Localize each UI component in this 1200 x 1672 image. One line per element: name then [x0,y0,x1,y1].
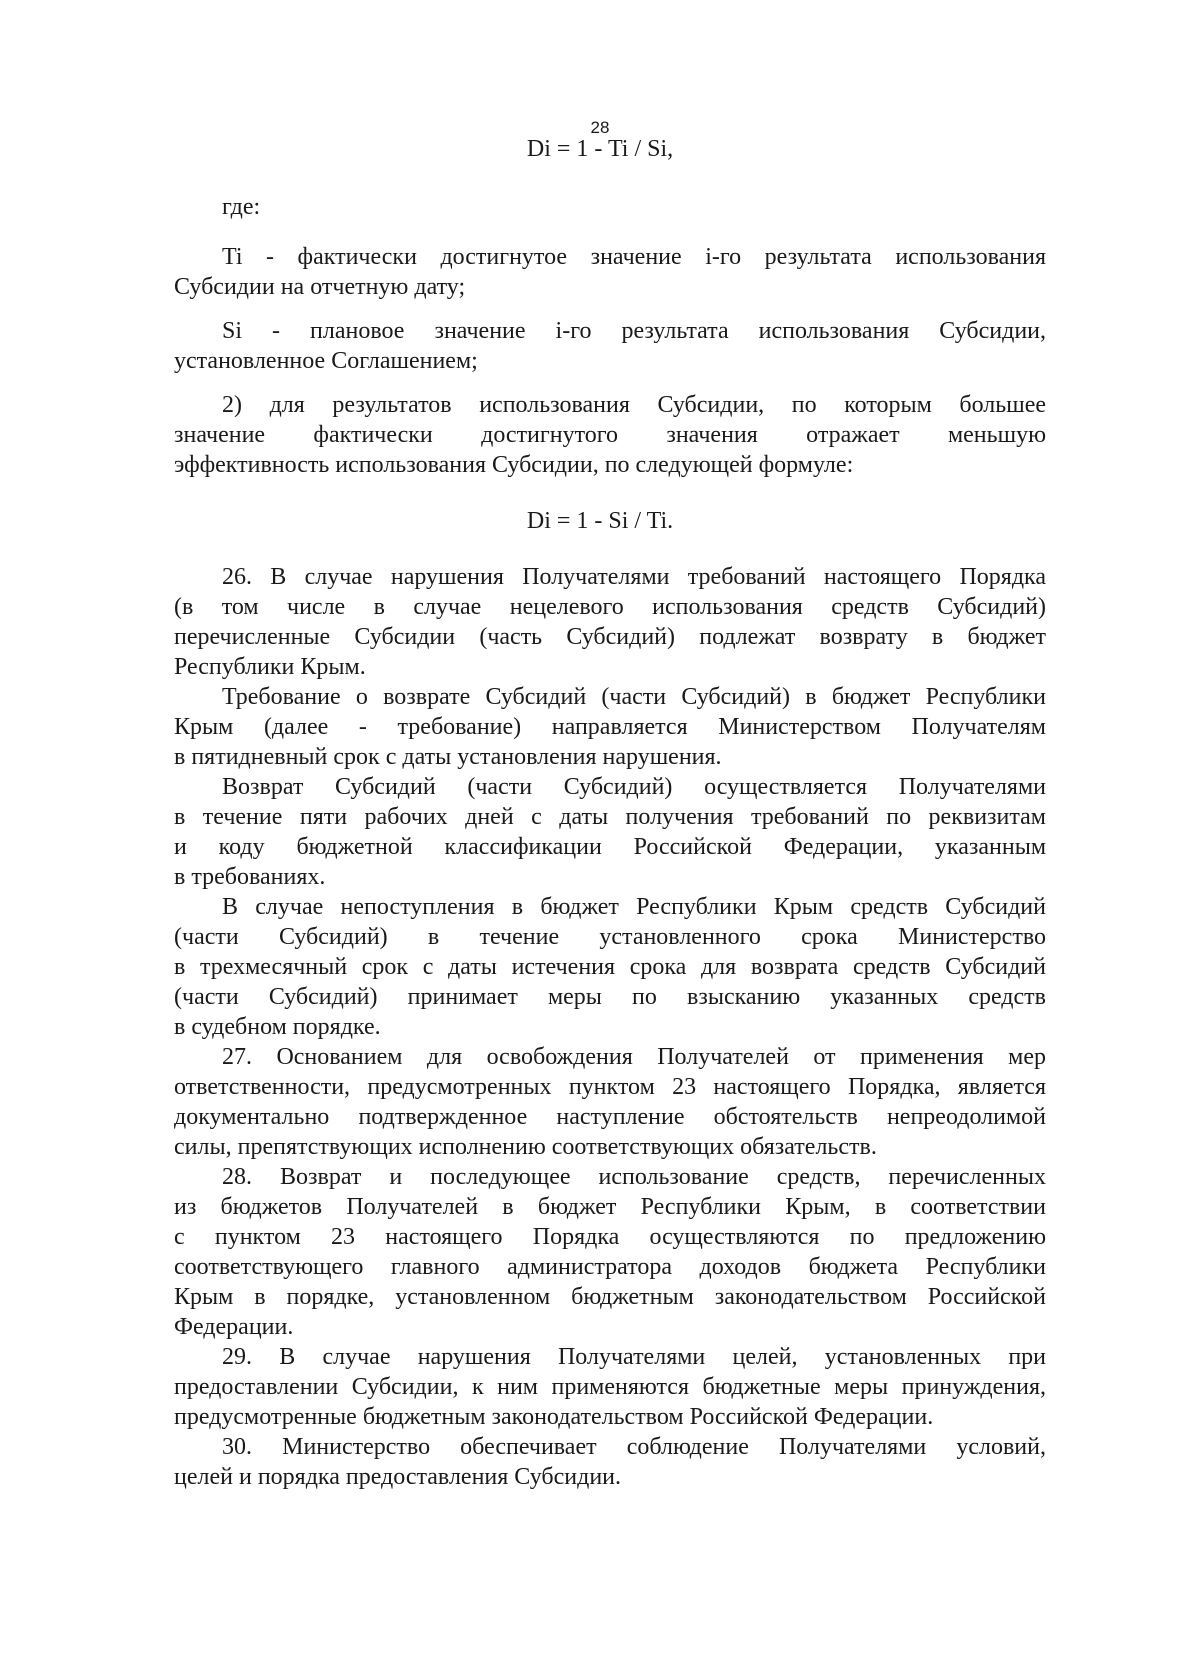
text-line: 28. Возврат и последующее использование средств, перечисленных [222,1164,1046,1190]
text-line: установленное Соглашением; [174,348,478,374]
definition-si [174,316,1046,376]
formula-di-1: Di = 1 - Ti / Si, [526,136,674,162]
text-line: предусмотренные бюджетным законодательством Российской Федерации. [174,1404,934,1430]
text-line: Требование о возврате Субсидий (части Субсидий) в бюджет Республики [222,684,1046,710]
text-line: Федерации. [174,1314,294,1340]
text-line: 29. В случае нарушения Получателями целей, установленных при [222,1344,1046,1370]
paragraph-26 [174,562,1046,682]
paragraph-27 [174,1042,1046,1162]
text-line: Республики Крым. [174,654,366,680]
text-line: перечисленные Субсидии (часть Субсидий) подлежат возврату в бюджет [174,624,1046,650]
text-line: ответственности, предусмотренных пунктом 23 настоящего Порядка, является [174,1074,1046,1100]
text-line: предоставлении Субсидии, к ним применяются бюджетные меры принуждения, [174,1374,1046,1400]
text-line: в течение пяти рабочих дней с даты получения требований по реквизитам [174,804,1046,830]
text-line: в пятидневный срок с даты установления нарушения. [174,744,722,770]
text-line: в судебном порядке. [174,1014,381,1040]
text-line: целей и порядка предоставления Субсидии. [174,1464,621,1490]
text-line: значение фактически достигнутого значения отражает меньшую [174,422,1046,448]
text-line: (в том числе в случае нецелевого использования средств Субсидий) [174,594,1046,620]
definition-ti [174,242,1046,302]
paragraph-26-return [174,772,1046,892]
text-line: и коду бюджетной классификации Российской Федерации, указанным [174,834,1046,860]
text-line: 27. Основанием для освобождения Получателей от применения мер [222,1044,1046,1070]
paragraph-28 [174,1162,1046,1342]
text-line: документально подтвержденное наступление обстоятельств непреодолимой [174,1104,1046,1130]
text-line: Возврат Субсидий (части Субсидий) осуществляется Получателями [222,774,1046,800]
text-line: в трехмесячный срок с даты истечения срока для возврата средств Субсидий [174,954,1046,980]
text-line: соответствующего главного администратора доходов бюджета Республики [174,1254,1046,1280]
where-label: где: [222,194,261,220]
text-line: из бюджетов Получателей в бюджет Республики Крым, в соответствии [174,1194,1046,1220]
text-line: 2) для результатов использования Субсидии, по которым большее [222,392,1046,418]
text-line: В случае непоступления в бюджет Республики Крым средств Субсидий [222,894,1046,920]
text-line: Крым в порядке, установленном бюджетным законодательством Российской [174,1284,1046,1310]
item-2 [174,390,1046,480]
text-line: Субсидии на отчетную дату; [174,274,466,300]
text-line: (части Субсидий) в течение установленного срока Министерство [174,924,1046,950]
text-line: силы, препятствующих исполнению соответствующих обязательств. [174,1134,877,1160]
text-line: 30. Министерство обеспечивает соблюдение Получателями условий, [222,1434,1046,1460]
text-line: Крым (далее - требование) направляется Министерством Получателям [174,714,1046,740]
formula-di-2: Di = 1 - Si / Ti. [526,508,674,534]
text-line: эффективность использования Субсидии, по следующей формуле: [174,452,854,478]
text-line: 26. В случае нарушения Получателями требований настоящего Порядка [222,564,1046,590]
paragraph-26-nonreceipt [174,892,1046,1042]
text-line: Ti - фактически достигнутое значение i-го результата использования [222,244,1046,270]
page-number: 28 [590,118,610,137]
paragraph-29 [174,1342,1046,1432]
text-line: с пунктом 23 настоящего Порядка осуществляются по предложению [174,1224,1046,1250]
paragraph-26-demand [174,682,1046,772]
text-line: в требованиях. [174,864,326,890]
text-line: Si - плановое значение i-го результата использования Субсидии, [222,318,1046,344]
paragraph-30 [174,1432,1046,1492]
text-line: (части Субсидий) принимает меры по взысканию указанных средств [174,984,1046,1010]
